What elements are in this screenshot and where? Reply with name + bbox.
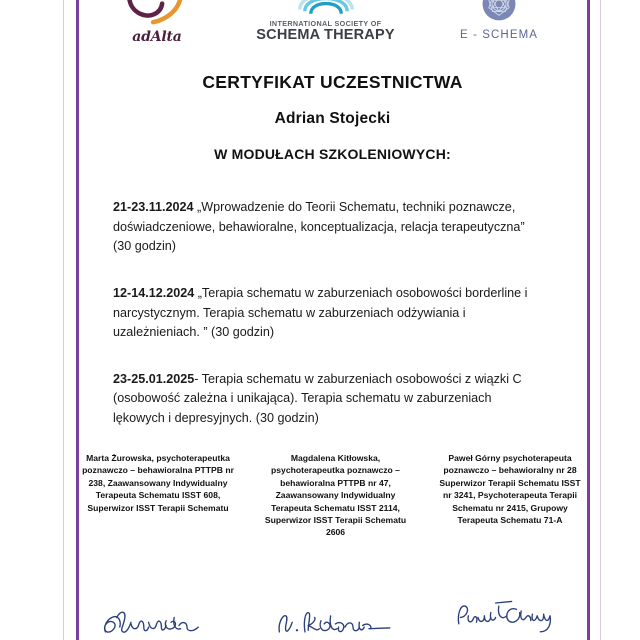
signer-credentials: psychoterapeutka poznawczo – behawioralna PTTPB nr 47, Zaawansowany Indywidualny Terapeuta Schematu ISST 2114, Superwizor ISST Terapii Schematu 2606 <box>264 465 407 538</box>
certificate-subtitle: W MODUŁACH SZKOLENIOWYCH: <box>214 146 451 162</box>
signer-credentials: psychoterapeuta poznawczo – behawioralny nr 28 Superwizor Terapii Schematu ISST nr 3241, Psychoterapeuta Terapii Schematu nr 2415, Grupowy Terapeuta Schematu 71-A <box>439 453 581 525</box>
e-schema-wordmark: E - SCHEMA <box>459 29 539 41</box>
right-border-line <box>587 0 590 640</box>
right-thin-border-line <box>600 0 601 640</box>
logo-strip <box>80 0 585 62</box>
signature-pawel-gorny <box>435 590 585 640</box>
isst-line2: SCHEMA THERAPY <box>256 27 395 43</box>
module-description: „Terapia schematu w zaburzeniach osobowości borderline i narcystycznym. Terapia schematu w zaburzeniach odżywiania i uzależnieniach. ” (30 godzin) <box>113 285 528 340</box>
certificate-title: CERTYFIKAT UCZESTNICTWA <box>202 72 463 92</box>
adalta-mark-icon <box>120 0 194 28</box>
module-date: 21-23.11.2024 <box>113 200 194 214</box>
module-item <box>113 370 533 429</box>
e-schema-circle-icon <box>475 0 523 28</box>
module-description: - Terapia schematu w zaburzeniach osobowości z wiązki C (osobowość zależna i unikająca). Terapia schematu w zaburzeniach lękowych i depresyjnych. (30 godzin) <box>113 371 522 426</box>
signer-block <box>255 452 417 539</box>
left-thin-border-line <box>63 0 64 640</box>
recipient-name: Adrian Stojecki <box>274 110 391 127</box>
module-date: 12-14.12.2024 <box>113 285 195 300</box>
module-item <box>113 198 533 257</box>
signer-block <box>80 452 236 514</box>
isst-line1: INTERNATIONAL SOCIETY OF <box>269 19 382 28</box>
adalta-logo <box>102 0 212 45</box>
signer-credentials-row <box>80 452 585 539</box>
isst-logo <box>236 0 416 43</box>
module-item <box>113 284 533 343</box>
signer-name: Magdalena Kitłowska, <box>290 453 381 463</box>
handwritten-signature-icon <box>99 603 211 640</box>
signer-name: Marta Żurowska, <box>86 453 154 463</box>
signer-name: Paweł Górny <box>448 453 501 463</box>
module-description: „Wprowadzenie do Teorii Schematu, techniki poznawcze, doświadczeniowe, behawioralne, konceptualizacja, relacja terapeutyczna” (30 godzin) <box>113 200 525 254</box>
signature-row <box>80 588 585 640</box>
module-date: 23-25.01.2025 <box>113 371 195 386</box>
handwritten-signature-icon <box>454 598 566 640</box>
signature-magdalena-kitlowska <box>258 590 408 640</box>
e-schema-logo <box>439 0 559 41</box>
module-list <box>113 198 533 429</box>
left-border-line <box>76 0 79 640</box>
isst-swirl-icon <box>296 0 356 18</box>
adalta-wordmark: adAlta <box>132 29 182 45</box>
signature-marta-zurowska <box>80 590 230 640</box>
handwritten-signature-icon <box>273 603 393 640</box>
signer-block <box>435 452 585 526</box>
signer-credentials: psychoterapeutka poznawczo – behawioralna PTTPB nr 238, Zaawansowany Indywidualny Terapeuta Schematu ISST 608, Superwizor ISST Terapii Schematu <box>82 453 234 513</box>
heading-zone <box>80 72 585 162</box>
